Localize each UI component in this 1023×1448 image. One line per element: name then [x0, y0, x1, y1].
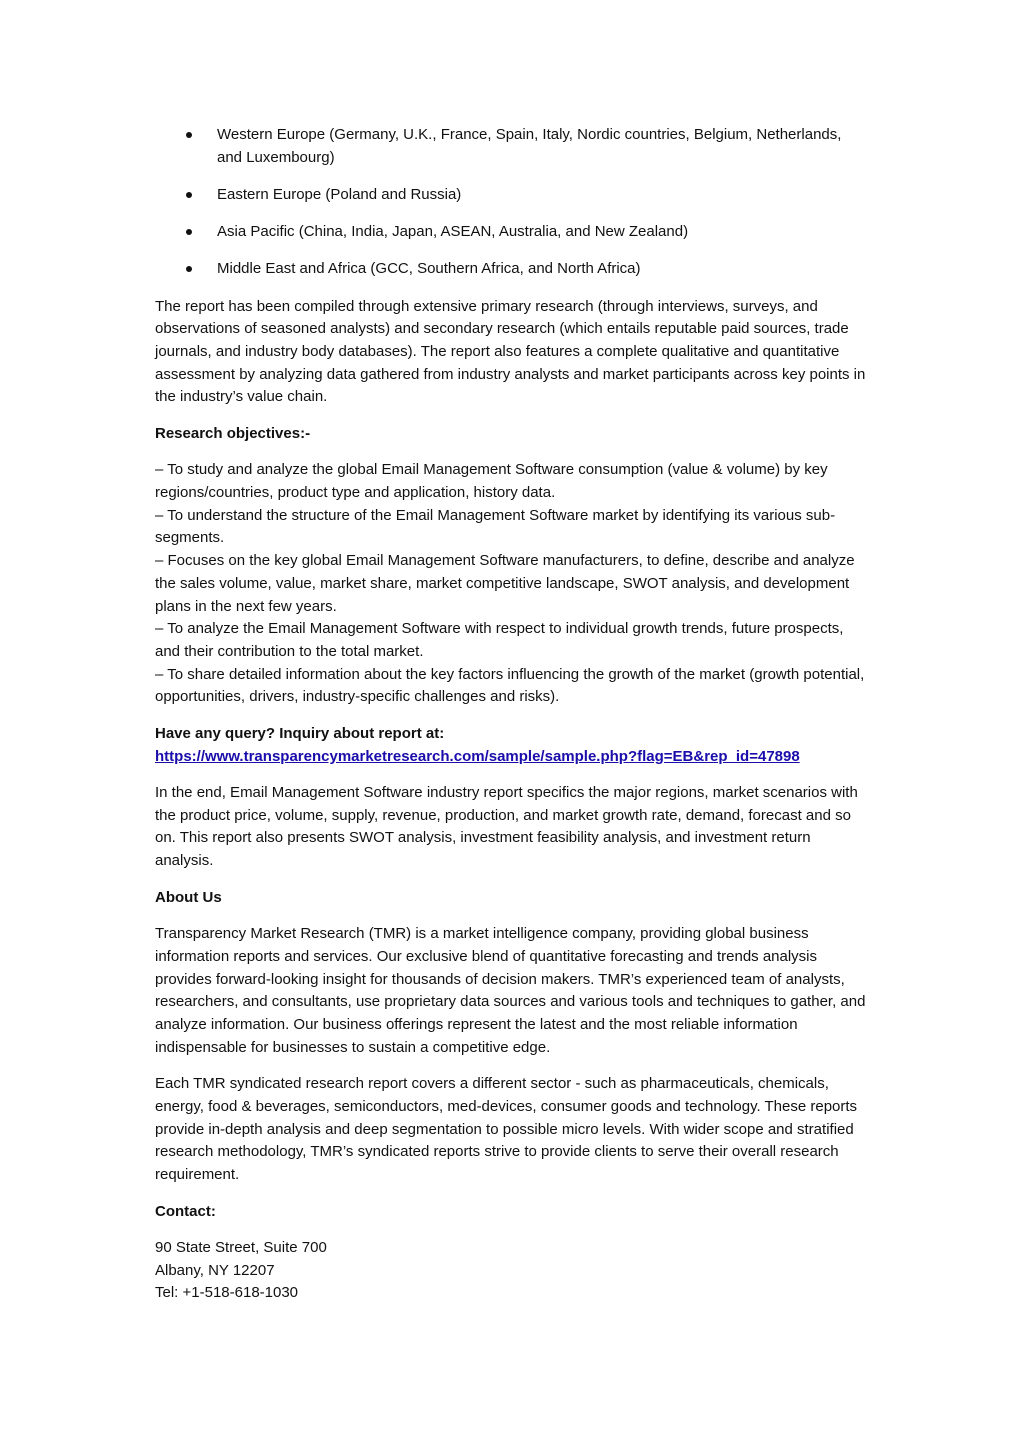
inquiry-label: Have any query? Inquiry about report at:	[155, 724, 445, 742]
bullet-icon	[186, 266, 192, 272]
objective-item: – To understand the structure of the Email Management Software market by identifying its various sub-segments.	[155, 506, 836, 547]
region-text: Western Europe (Germany, U.K., France, Spain, Italy, Nordic countries, Belgium, Netherlands, and Luxembourg)	[217, 126, 842, 166]
list-item	[155, 221, 869, 244]
region-text: Asia Pacific (China, India, Japan, ASEAN, Australia, and New Zealand)	[217, 223, 689, 241]
document-page	[155, 124, 869, 1319]
conclusion-paragraph: In the end, Email Management Software industry report specifics the major regions, market scenarios with the product price, volume, supply, revenue, production, and market growth rate, demand, forecast and so on. This report also presents SWOT analysis, investment feasibility analysis, and investment return analysis.	[155, 784, 858, 870]
about-paragraph-1: Transparency Market Research (TMR) is a market intelligence company, providing global business information reports and services. Our exclusive blend of quantitative forecasting and trends analysis provides forward-looking insight for thousands of decision makers. TMR’s experienced team of analysts, researchers, and consultants, use proprietary data sources and various tools and techniques to gather, and analyze information. Our business offerings represent the latest and the most reliable information indispensable for businesses to sustain a competitive edge.	[155, 925, 866, 1056]
contact-details	[155, 1237, 869, 1305]
about-heading: About Us	[155, 888, 222, 906]
contact-heading: Contact:	[155, 1202, 216, 1220]
list-item	[155, 258, 869, 281]
bullet-icon	[186, 132, 192, 138]
objectives-list	[155, 459, 869, 709]
region-text: Eastern Europe (Poland and Russia)	[217, 185, 462, 203]
list-item	[155, 184, 869, 207]
address-line-2: Albany, NY 12207	[155, 1261, 275, 1279]
report-sample-link[interactable]: https://www.transparencymarketresearch.com/sample/sample.php?flag=EB&rep_id=47898	[155, 747, 800, 765]
about-paragraph-2: Each TMR syndicated research report covers a different sector - such as pharmaceuticals, chemicals, energy, food & beverages, semiconductors, med-devices, consumer goods and technology. These reports provide in-depth analysis and deep segmentation to possible micro levels. With wider scope and stratified research methodology, TMR’s syndicated reports strive to provide clients to serve their overall research requirement.	[155, 1075, 858, 1183]
address-line-1: 90 State Street, Suite 700	[155, 1239, 327, 1256]
regions-list	[155, 124, 869, 281]
region-text: Middle East and Africa (GCC, Southern Africa, and North Africa)	[217, 260, 641, 278]
intro-paragraph: The report has been compiled through extensive primary research (through interviews, surveys, and observations of seasoned analysts) and secondary research (which entails reputable paid sources, trade journals, and industry body databases). The report also features a complete qualitative and quantitative assessment by analyzing data gathered from industry analysts and market participants across key points in the industry’s value chain.	[155, 297, 866, 406]
objective-item: – To analyze the Email Management Software with respect to individual growth trends, future prospects, and their contribution to the total market.	[155, 620, 844, 660]
inquiry-block	[155, 723, 869, 768]
phone-number: Tel: +1-518-618-1030	[155, 1284, 299, 1302]
bullet-icon	[186, 229, 192, 235]
list-item	[155, 124, 869, 169]
objectives-heading: Research objectives:-	[155, 424, 311, 442]
objective-item: – To study and analyze the global Email Management Software consumption (value & volume) by key regions/countries, product type and application, history data.	[155, 461, 828, 502]
objective-item: – Focuses on the key global Email Management Software manufacturers, to define, describe and analyze the sales volume, value, market share, market competitive landscape, SWOT analysis, and development plans in the next few years.	[155, 552, 855, 615]
bullet-icon	[186, 192, 192, 198]
objective-item: – To share detailed information about the key factors influencing the growth of the market (growth potential, opportunities, drivers, industry-specific challenges and risks).	[155, 665, 865, 706]
